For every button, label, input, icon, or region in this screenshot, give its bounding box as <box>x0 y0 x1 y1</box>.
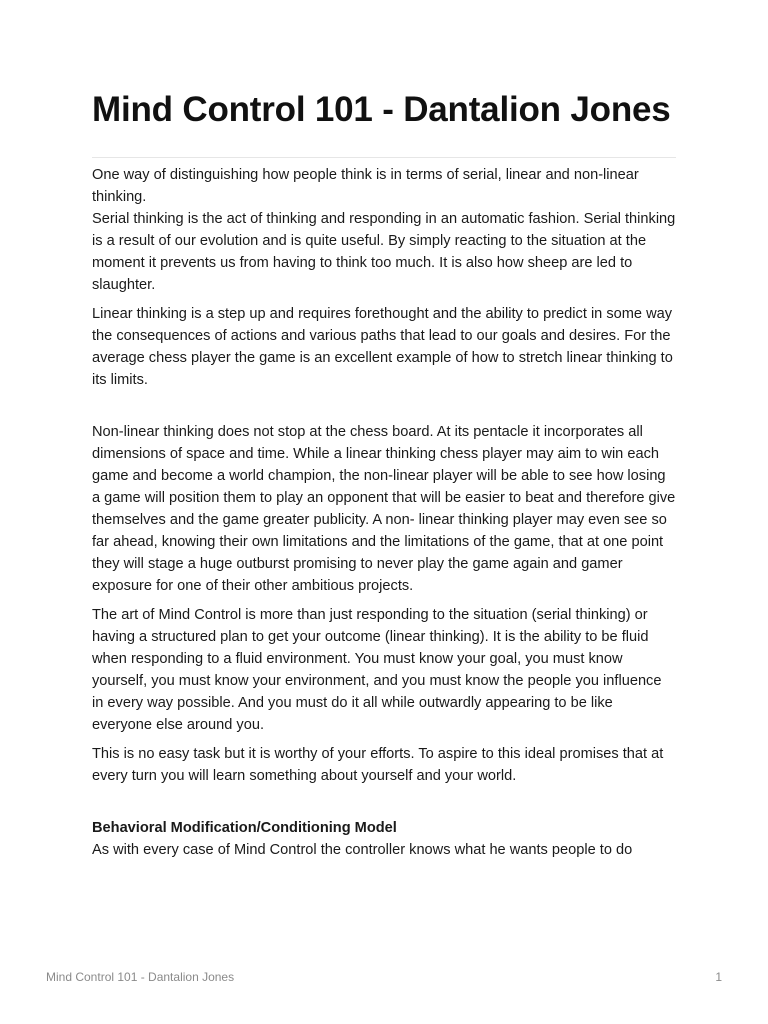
section-heading: Behavioral Modification/Conditioning Model <box>92 820 397 836</box>
paragraph: The art of Mind Control is more than just responding to the situation (serial thinking) or having a structured plan to get your outcome (linear thinking). It is the ability to be fluid when responding to a fluid environment. You must know your goal, you must know yourself, you must know your environment, and you must know the people you influence in every way possible. And you must do it all while outwardly appearing to be like everyone else around you. <box>92 607 662 733</box>
paragraph: As with every case of Mind Control the controller knows what he wants people to do <box>92 842 633 858</box>
footer-document-title: Mind Control 101 - Dantalion Jones <box>46 970 235 984</box>
document-title: Mind Control 101 - Dantalion Jones <box>92 90 671 129</box>
paragraph: One way of distinguishing how people think is in terms of serial, linear and non-linear thinking. <box>92 167 639 205</box>
paragraph: Non-linear thinking does not stop at the chess board. At its pentacle it incorporates all dimensions of space and time. While a linear thinking chess player may aim to win each game and become a world champion, the non-linear player will be able to see how losing a game will position them to play an opponent that will be easier to beat and therefore give themselves and the game greater publicity. A non- linear thinking player may even see so far ahead, knowing their own limitations and the limitations of the game, that at one point they will stage a huge outburst promising to never play the game again and gamer exposure for one of their other ambitious projects. <box>92 424 676 594</box>
title-divider <box>92 157 676 158</box>
paragraph: This is no easy task but it is worthy of your efforts. To aspire to this ideal promises that at every turn you will learn something about yourself and your world. <box>92 746 664 784</box>
page-footer <box>46 968 722 986</box>
document-body <box>92 164 676 861</box>
page-number: 1 <box>715 970 722 984</box>
document-page <box>92 88 676 861</box>
paragraph: Serial thinking is the act of thinking and responding in an automatic fashion. Serial thinking is a result of our evolution and is quite useful. By simply reacting to the situation at the moment it prevents us from having to think too much. It is also how sheep are led to slaughter. <box>92 211 676 293</box>
paragraph: Linear thinking is a step up and requires forethought and the ability to predict in some way the consequences of actions and various paths that lead to our goals and desires. For the average chess player the game is an excellent example of how to stretch linear thinking to its limits. <box>92 306 673 388</box>
